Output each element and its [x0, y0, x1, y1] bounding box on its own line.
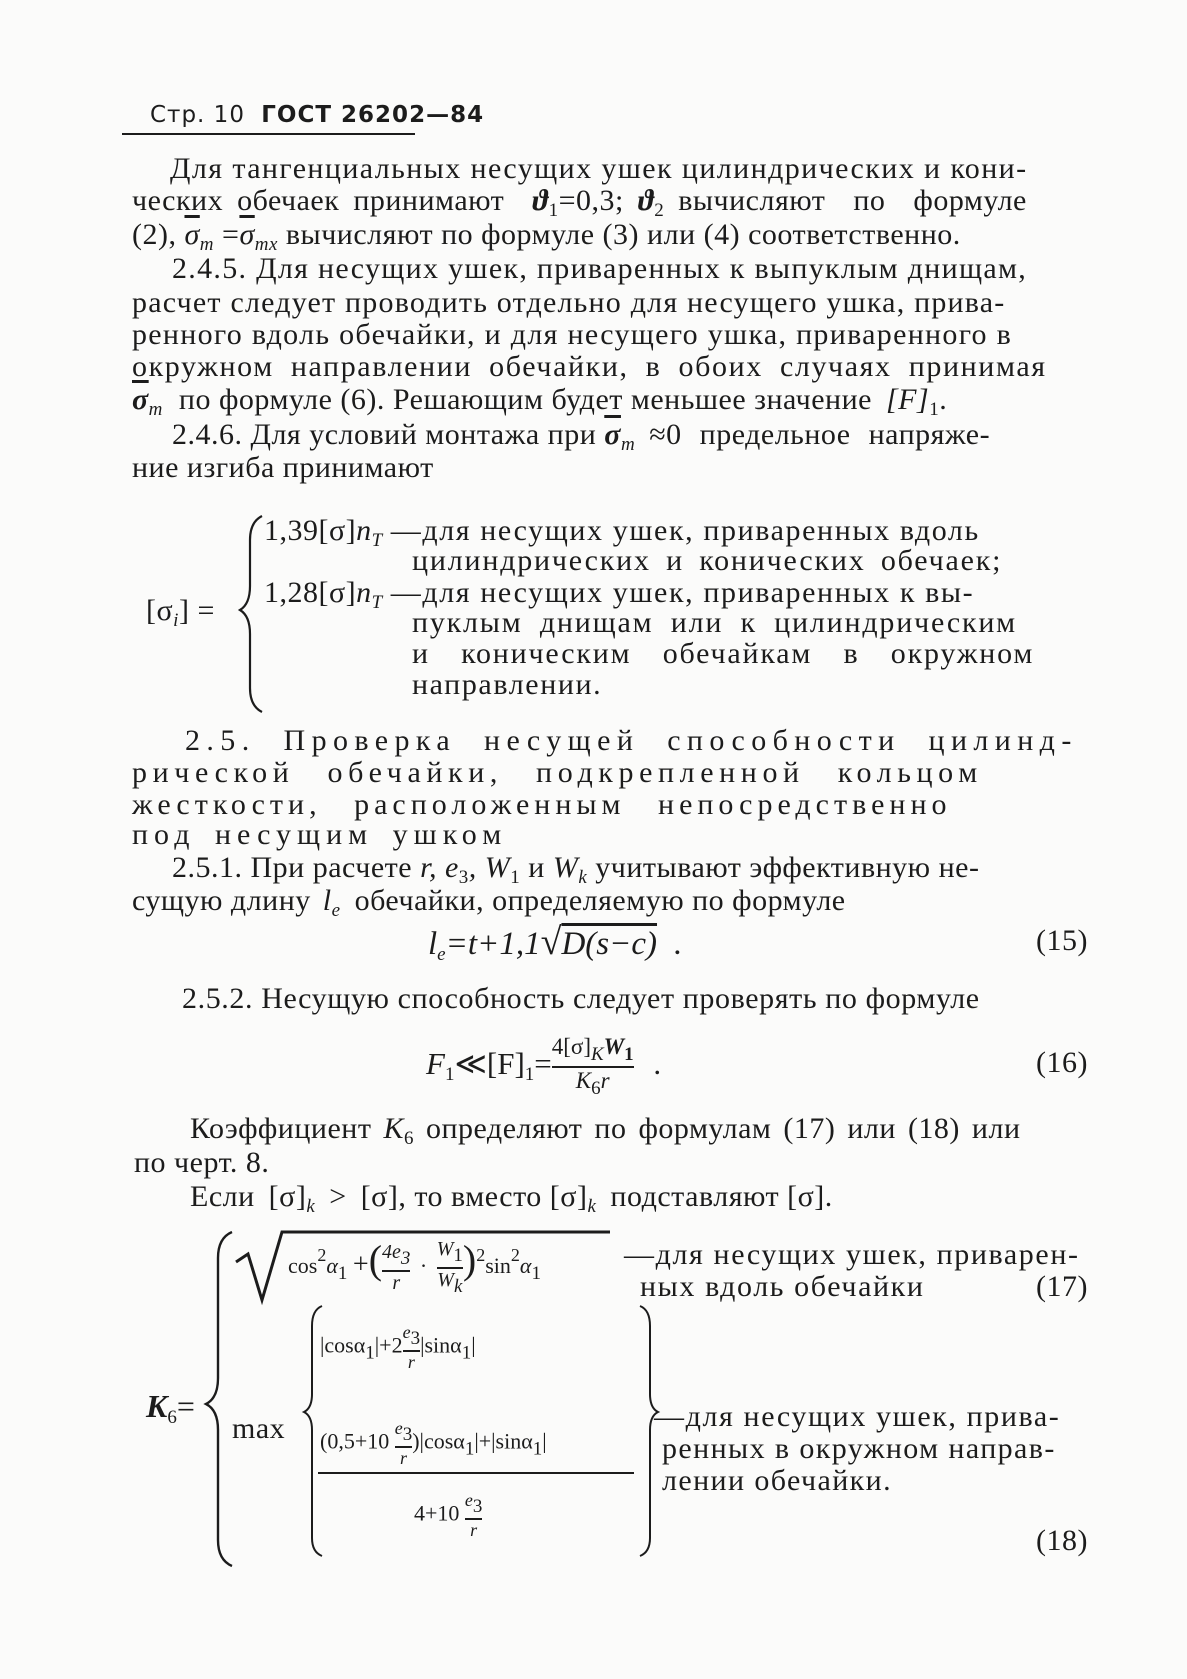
equation-15: $l_e=t+1,1√D(s-c)$ . [428, 921, 682, 965]
sigma-i-lhs: $[\sigma_i]$ = [146, 594, 215, 631]
sigma-case1-line2: цилиндрических и конических обечаек; [412, 544, 1003, 577]
p1-line2: ческих обечаек принимают $ϑ_1=0,3$; $ϑ_2$ вычисляют по формуле [132, 184, 1027, 221]
sec25-line2: рической обечайки, подкрепленной кольцом [132, 756, 983, 789]
equation-18-max: max [232, 1412, 286, 1445]
equation-17-number: (17) [1036, 1270, 1088, 1303]
p251-line1: 2.5.1. При расчете r, $e_3$, $W_1$ и $W_k$ учитывают эффективную не- [172, 851, 980, 888]
p1-line1: Для тангенциальных несущих ушек цилиндрических и кони- [170, 152, 1028, 185]
equation-18-desc2: ренных в окружном направ- [662, 1432, 1056, 1465]
sec25-line4: под несущим ушком [132, 818, 508, 851]
equation-17-desc2: ных вдоль обечайки [640, 1270, 925, 1303]
equation-18-desc1: —для несущих ушек, прива- [654, 1400, 1061, 1433]
sigma-case1-line1: $1,39[\sigma]n_T$ —для несущих ушек, приваренных вдоль [264, 514, 980, 551]
equation-18-number: (18) [1036, 1524, 1088, 1557]
equation-17-desc1: —для несущих ушек, приварен- [624, 1238, 1080, 1271]
equation-18-row2: (0,5+10 $\frac{e3}{r}$ )|cosα1|+|sinα1| [320, 1418, 547, 1468]
p245-line1: 2.4.5. Для несущих ушек, приваренных к выпуклым днищам, [172, 252, 1028, 285]
p245-line5: $\overline{\sigma}_m$ по формуле (6). Решающим будет меньшее значение $[F]_1$. [132, 383, 948, 420]
equation-18-row1: |cosα1|+2 $\frac{e3}{r}$ |sinα1| [320, 1322, 476, 1372]
equation-18-desc3: лении обечайки. [662, 1464, 892, 1497]
sigma-case2-line1: $1,28[\sigma]n_T$ —для несущих ушек, приваренных к вы- [264, 576, 975, 613]
p245-line4: окружном направлении обечайки, в обоих случаях принимая [132, 350, 1047, 383]
p246-line1: 2.4.6. Для условий монтажа при $\overline{\sigma}_m \approx 0$ предельное напряже- [172, 418, 991, 455]
coef-line1: Коэффициент $K_6$ определяют по формулам (17) или (18) или [190, 1112, 1021, 1149]
p245-line2: расчет следует проводить отдельно для несущего ушка, прива- [132, 286, 1006, 319]
equation-16-number: (16) [1036, 1046, 1088, 1079]
p251-line2: сущую длину $l_e$ обечайки, определяемую по формуле [132, 884, 846, 921]
sigma-case2-line2: пуклым днищам или к цилиндрическим [412, 606, 1017, 639]
equation-18-lhs: $K_6=$ [146, 1388, 195, 1428]
equation-15-number: (15) [1036, 924, 1088, 957]
equation-18-row3: 4+10 $\frac{e3}{r}$ [414, 1490, 483, 1540]
coef-line2: по черт. 8. [134, 1146, 270, 1179]
equation-16: $F_1≪[F]_1=$ $\frac{4[\sigma]_KW_1}{K_6r}$ . [426, 1034, 662, 1099]
standard-number: ГОСТ 26202—84 [261, 102, 485, 128]
coef-line3: Если $[\sigma]_k > [\sigma]$, то вместо $[\sigma]_k$ подставляют [σ]. [190, 1180, 833, 1217]
equation-17-radicand: $\cos^2\alpha 1$ +( $\frac{4e3}{r}$ · $\frac{W1}{Wk}$ )$^2\sin^2\alpha 1$ [288, 1237, 541, 1297]
page-label: Стр. 10 [150, 102, 245, 128]
sigma-case2-line4: направлении. [412, 668, 603, 701]
p1-line3: (2), $\overline{\sigma}_m =\overline{\sigma}_{mx}$ вычисляют по формуле (3) или (4) соответственно. [132, 218, 961, 255]
sec25-line3: жесткости, расположенным непосредственно [132, 788, 952, 821]
p252-text: 2.5.2. Несущую способность следует проверять по формуле [182, 982, 980, 1015]
sigma-case2-line3: и коническим обечайкам в окружном [412, 637, 1035, 670]
p245-line3: ренного вдоль обечайки, и для несущего ушка, приваренного в [132, 318, 1013, 351]
p246-line2: ние изгиба принимают [132, 451, 434, 484]
sec25-line1: 2.5. Проверка несущей способности цилинд- [185, 724, 1078, 757]
